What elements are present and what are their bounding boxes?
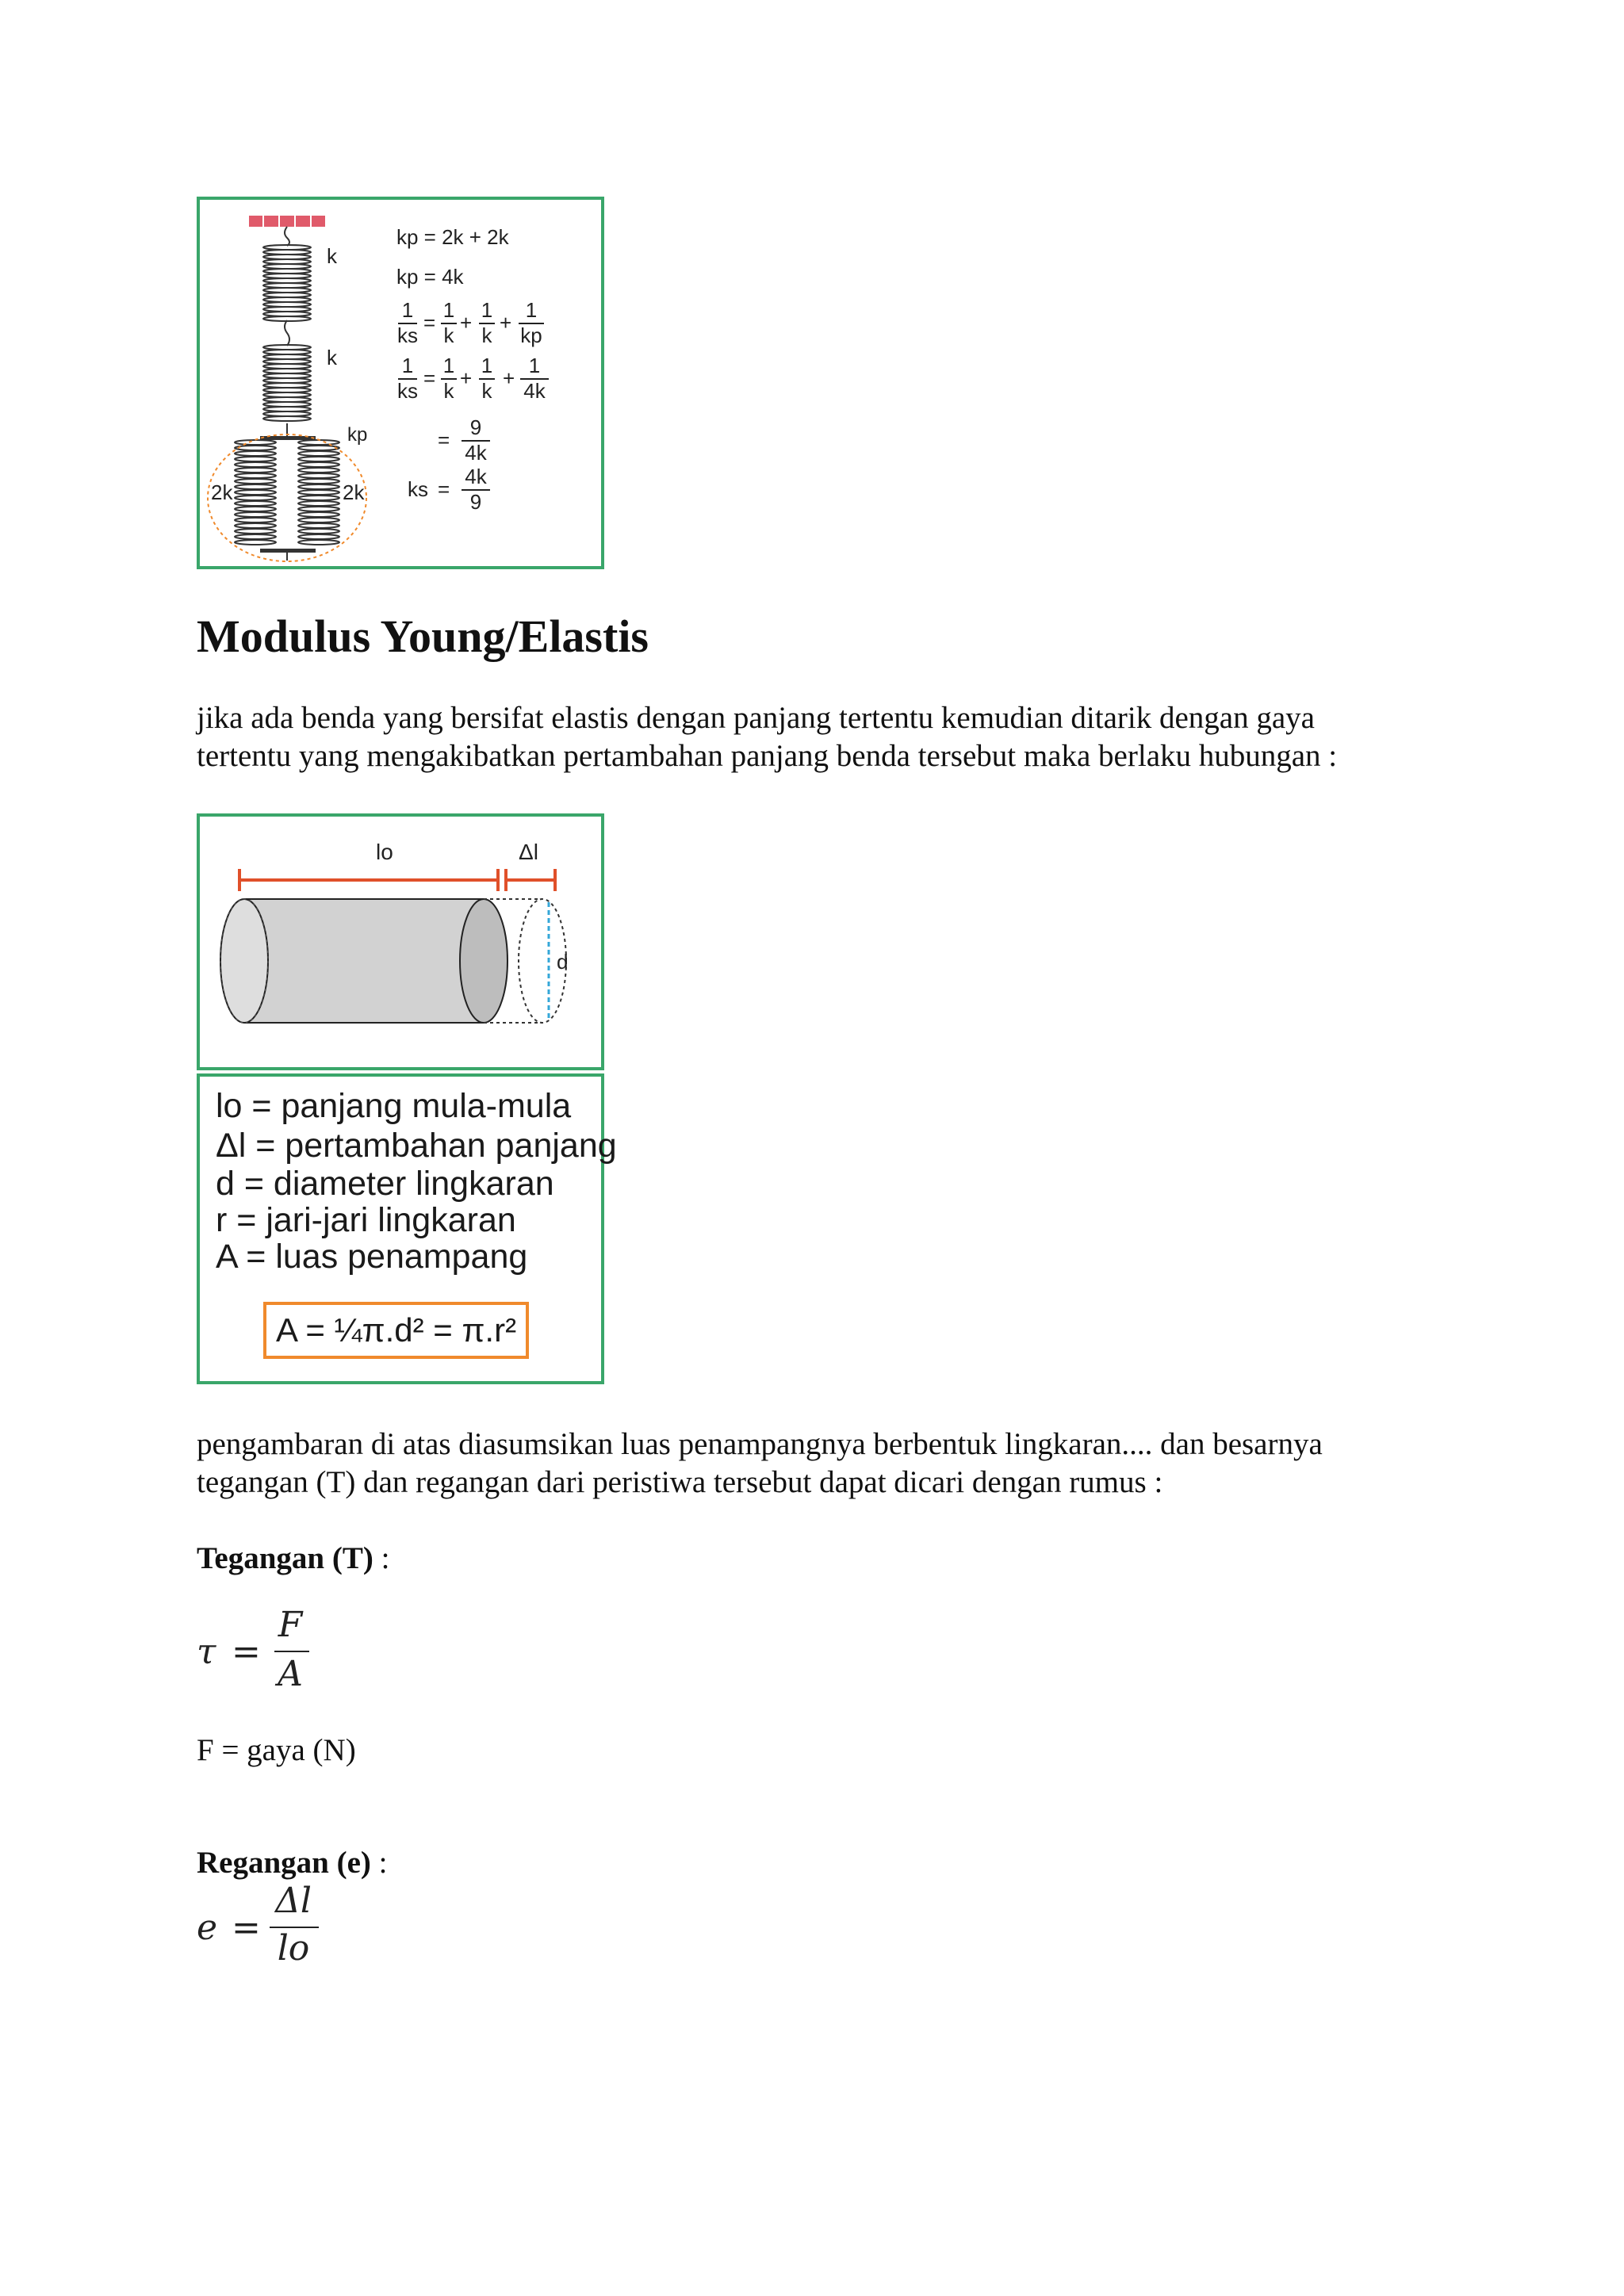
eq3-lhs-den: ks	[397, 323, 418, 347]
spring-label-k-mid: k	[327, 346, 337, 369]
svg-text:=: =	[438, 477, 450, 501]
cylinder-figure	[197, 813, 604, 1070]
stress-fraction-bar	[274, 1651, 309, 1652]
stress-formula-lhs: τ	[197, 1632, 216, 1672]
page-title: Modulus Young/Elastis	[197, 610, 649, 662]
svg-text:+: +	[460, 366, 473, 390]
svg-text:+: +	[500, 311, 512, 335]
stress-label: Tegangan (T)	[197, 1541, 373, 1575]
area-formula-box: A = ¼π.d² = π.r²	[263, 1302, 529, 1359]
spring-label-kp: kp	[347, 424, 368, 446]
legend-item-delta-l: Δl = pertambahan panjang	[216, 1127, 617, 1165]
cylinder-diagram	[200, 817, 601, 1067]
stress-formula-num: F	[278, 1605, 303, 1645]
eq6-num: 4k	[465, 465, 487, 488]
legend-item-a: A = luas penampang	[216, 1238, 528, 1276]
intro-line-1: jika ada benda yang bersifat elastis dengan panjang tertentu kemudian ditarik dengan gaya	[197, 701, 1315, 735]
force-note: F = gaya (N)	[197, 1733, 356, 1767]
intro-line-2: tertentu yang mengakibatkan pertambahan panjang benda tersebut maka berlaku hubungan :	[197, 739, 1338, 773]
stress-colon: :	[373, 1541, 390, 1575]
assumption-paragraph	[197, 1425, 1434, 1502]
stress-formula-den: A	[278, 1654, 303, 1694]
spring-label-2k-right: 2k	[343, 480, 365, 504]
spring-figure	[197, 197, 604, 569]
assumption-line-2: tegangan (T) dan regangan dari peristiwa tersebut dapat dicari dengan rumus :	[197, 1465, 1163, 1499]
eq-kp-4k: kp = 4k	[396, 265, 464, 289]
eq3-t2-num: 1	[481, 298, 493, 322]
svg-text:=: =	[438, 428, 450, 452]
legend-box	[197, 1073, 617, 1384]
eq4-t1-num: 1	[442, 354, 455, 377]
spring-diagram	[200, 200, 601, 566]
eq4-t2-num: 1	[481, 354, 493, 377]
eq6-lhs: ks	[408, 477, 428, 501]
stress-formula	[197, 1605, 324, 1700]
strain-formula-eq: =	[232, 1908, 261, 1948]
eq3-t3-num: 1	[525, 298, 538, 322]
eq4-lhs-den: ks	[397, 379, 418, 403]
eq4-lhs-num: 1	[401, 354, 414, 377]
svg-text:+: +	[460, 311, 473, 335]
svg-text:+: +	[503, 366, 515, 390]
legend-item-lo: lo = panjang mula-mula	[216, 1087, 572, 1125]
eq3-t2-den: k	[481, 323, 492, 347]
eq3-lhs-num: 1	[401, 298, 414, 322]
eq6-den: 9	[469, 490, 482, 514]
spring-label-k-top: k	[327, 244, 337, 268]
intro-paragraph	[197, 699, 1434, 775]
eq3-t1-num: 1	[442, 298, 455, 322]
lo-label: lo	[376, 840, 393, 864]
eq4-t1-den: k	[443, 379, 454, 403]
svg-text:=: =	[423, 366, 436, 390]
eq5-den: 4k	[465, 441, 487, 465]
eq4-t3-num: 1	[528, 354, 541, 377]
strain-formula	[197, 1881, 339, 1976]
strain-formula-lhs: e	[197, 1908, 218, 1948]
strain-heading	[197, 1844, 387, 1882]
eq4-t2-den: k	[481, 379, 492, 403]
assumption-line-1: pengambaran di atas diasumsikan luas penampangnya berbentuk lingkaran.... dan besarnya	[197, 1427, 1323, 1461]
stress-heading	[197, 1540, 389, 1578]
svg-text:=: =	[423, 311, 436, 335]
eq5-num: 9	[469, 415, 482, 439]
delta-l-label: Δl	[519, 840, 538, 864]
eq3-t3-den: kp	[520, 323, 542, 347]
eq-kp-sum: kp = 2k + 2k	[396, 225, 509, 249]
strain-formula-den: lo	[277, 1928, 310, 1969]
strain-colon: :	[370, 1846, 388, 1880]
strain-formula-num: Δl	[275, 1881, 312, 1921]
legend-item-r: r = jari-jari lingkaran	[216, 1201, 516, 1239]
legend-item-d: d = diameter lingkaran	[216, 1165, 554, 1203]
spring-label-2k-left: 2k	[211, 480, 233, 504]
strain-label: Regangan (e)	[197, 1846, 371, 1880]
d-label: d	[557, 950, 569, 974]
eq3-t1-den: k	[443, 323, 454, 347]
stress-formula-eq: =	[232, 1632, 261, 1672]
eq4-t3-den: 4k	[523, 379, 546, 403]
